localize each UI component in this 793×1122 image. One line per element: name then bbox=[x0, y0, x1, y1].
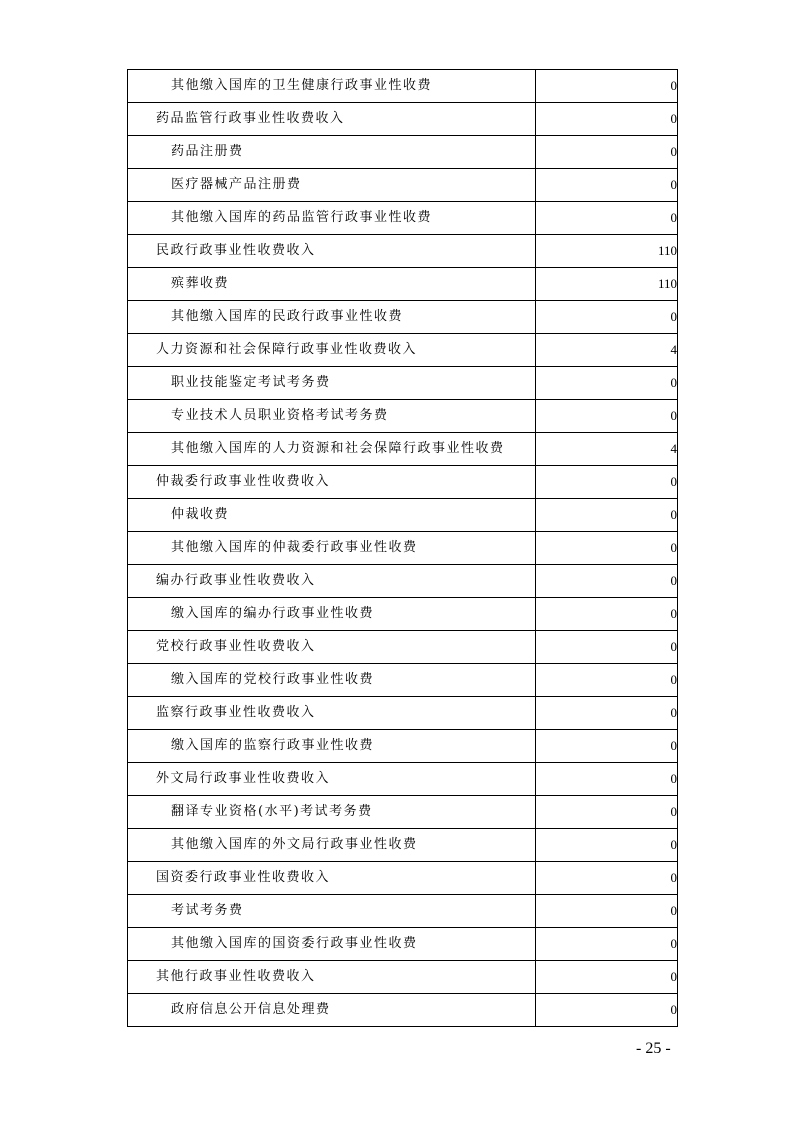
table-row bbox=[128, 235, 678, 268]
row-item-name: 翻译专业资格(水平)考试考务费 bbox=[128, 796, 536, 829]
row-item-name: 其他缴入国库的仲裁委行政事业性收费 bbox=[128, 532, 536, 565]
row-item-name: 其他缴入国库的外文局行政事业性收费 bbox=[128, 829, 536, 862]
table-row bbox=[128, 697, 678, 730]
table-row bbox=[128, 994, 678, 1027]
row-item-value: 4 bbox=[536, 334, 678, 367]
row-item-name: 专业技术人员职业资格考试考务费 bbox=[128, 400, 536, 433]
row-item-name: 民政行政事业性收费收入 bbox=[128, 235, 536, 268]
row-item-name: 殡葬收费 bbox=[128, 268, 536, 301]
table-row bbox=[128, 829, 678, 862]
table-row bbox=[128, 763, 678, 796]
row-item-value: 0 bbox=[536, 664, 678, 697]
table-row bbox=[128, 664, 678, 697]
revenue-table bbox=[127, 69, 678, 1027]
row-item-value: 0 bbox=[536, 895, 678, 928]
table-row bbox=[128, 202, 678, 235]
row-item-value: 0 bbox=[536, 961, 678, 994]
row-item-value: 0 bbox=[536, 631, 678, 664]
table-row bbox=[128, 862, 678, 895]
row-item-value: 0 bbox=[536, 598, 678, 631]
table-row bbox=[128, 928, 678, 961]
row-item-name: 职业技能鉴定考试考务费 bbox=[128, 367, 536, 400]
row-item-value: 0 bbox=[536, 367, 678, 400]
row-item-value: 0 bbox=[536, 796, 678, 829]
row-item-name: 其他缴入国库的卫生健康行政事业性收费 bbox=[128, 70, 536, 103]
table-row bbox=[128, 895, 678, 928]
row-item-value: 0 bbox=[536, 730, 678, 763]
table-row bbox=[128, 565, 678, 598]
table-row bbox=[128, 631, 678, 664]
table-body bbox=[128, 70, 678, 1027]
row-item-value: 0 bbox=[536, 499, 678, 532]
row-item-value: 110 bbox=[536, 235, 678, 268]
table-row bbox=[128, 70, 678, 103]
page-number: - 25 - bbox=[636, 1040, 671, 1057]
row-item-name: 其他行政事业性收费收入 bbox=[128, 961, 536, 994]
row-item-name: 其他缴入国库的药品监管行政事业性收费 bbox=[128, 202, 536, 235]
table-row bbox=[128, 400, 678, 433]
row-item-name: 缴入国库的编办行政事业性收费 bbox=[128, 598, 536, 631]
row-item-value: 0 bbox=[536, 103, 678, 136]
row-item-value: 0 bbox=[536, 763, 678, 796]
row-item-name: 编办行政事业性收费收入 bbox=[128, 565, 536, 598]
row-item-value: 0 bbox=[536, 928, 678, 961]
row-item-value: 0 bbox=[536, 565, 678, 598]
table-row bbox=[128, 730, 678, 763]
table-row bbox=[128, 532, 678, 565]
row-item-name: 监察行政事业性收费收入 bbox=[128, 697, 536, 730]
row-item-name: 仲裁收费 bbox=[128, 499, 536, 532]
row-item-value: 0 bbox=[536, 70, 678, 103]
row-item-name: 医疗器械产品注册费 bbox=[128, 169, 536, 202]
row-item-value: 0 bbox=[536, 862, 678, 895]
row-item-name: 外文局行政事业性收费收入 bbox=[128, 763, 536, 796]
row-item-value: 0 bbox=[536, 400, 678, 433]
table-row bbox=[128, 499, 678, 532]
row-item-value: 4 bbox=[536, 433, 678, 466]
row-item-value: 0 bbox=[536, 697, 678, 730]
row-item-name: 人力资源和社会保障行政事业性收费收入 bbox=[128, 334, 536, 367]
row-item-name: 药品监管行政事业性收费收入 bbox=[128, 103, 536, 136]
row-item-name: 党校行政事业性收费收入 bbox=[128, 631, 536, 664]
table-row bbox=[128, 367, 678, 400]
row-item-name: 其他缴入国库的民政行政事业性收费 bbox=[128, 301, 536, 334]
row-item-value: 110 bbox=[536, 268, 678, 301]
table-row bbox=[128, 301, 678, 334]
table-row bbox=[128, 169, 678, 202]
row-item-name: 药品注册费 bbox=[128, 136, 536, 169]
row-item-name: 国资委行政事业性收费收入 bbox=[128, 862, 536, 895]
row-item-value: 0 bbox=[536, 829, 678, 862]
row-item-value: 0 bbox=[536, 532, 678, 565]
row-item-value: 0 bbox=[536, 301, 678, 334]
table-row bbox=[128, 598, 678, 631]
table-row bbox=[128, 268, 678, 301]
row-item-value: 0 bbox=[536, 994, 678, 1027]
table-row bbox=[128, 136, 678, 169]
table-row bbox=[128, 961, 678, 994]
table-row bbox=[128, 466, 678, 499]
table-row bbox=[128, 103, 678, 136]
table-row bbox=[128, 433, 678, 466]
table-row bbox=[128, 796, 678, 829]
row-item-value: 0 bbox=[536, 169, 678, 202]
row-item-name: 政府信息公开信息处理费 bbox=[128, 994, 536, 1027]
row-item-value: 0 bbox=[536, 136, 678, 169]
row-item-name: 其他缴入国库的人力资源和社会保障行政事业性收费 bbox=[128, 433, 536, 466]
row-item-name: 考试考务费 bbox=[128, 895, 536, 928]
row-item-value: 0 bbox=[536, 202, 678, 235]
row-item-name: 缴入国库的监察行政事业性收费 bbox=[128, 730, 536, 763]
row-item-name: 仲裁委行政事业性收费收入 bbox=[128, 466, 536, 499]
row-item-value: 0 bbox=[536, 466, 678, 499]
row-item-name: 缴入国库的党校行政事业性收费 bbox=[128, 664, 536, 697]
row-item-name: 其他缴入国库的国资委行政事业性收费 bbox=[128, 928, 536, 961]
table-row bbox=[128, 334, 678, 367]
